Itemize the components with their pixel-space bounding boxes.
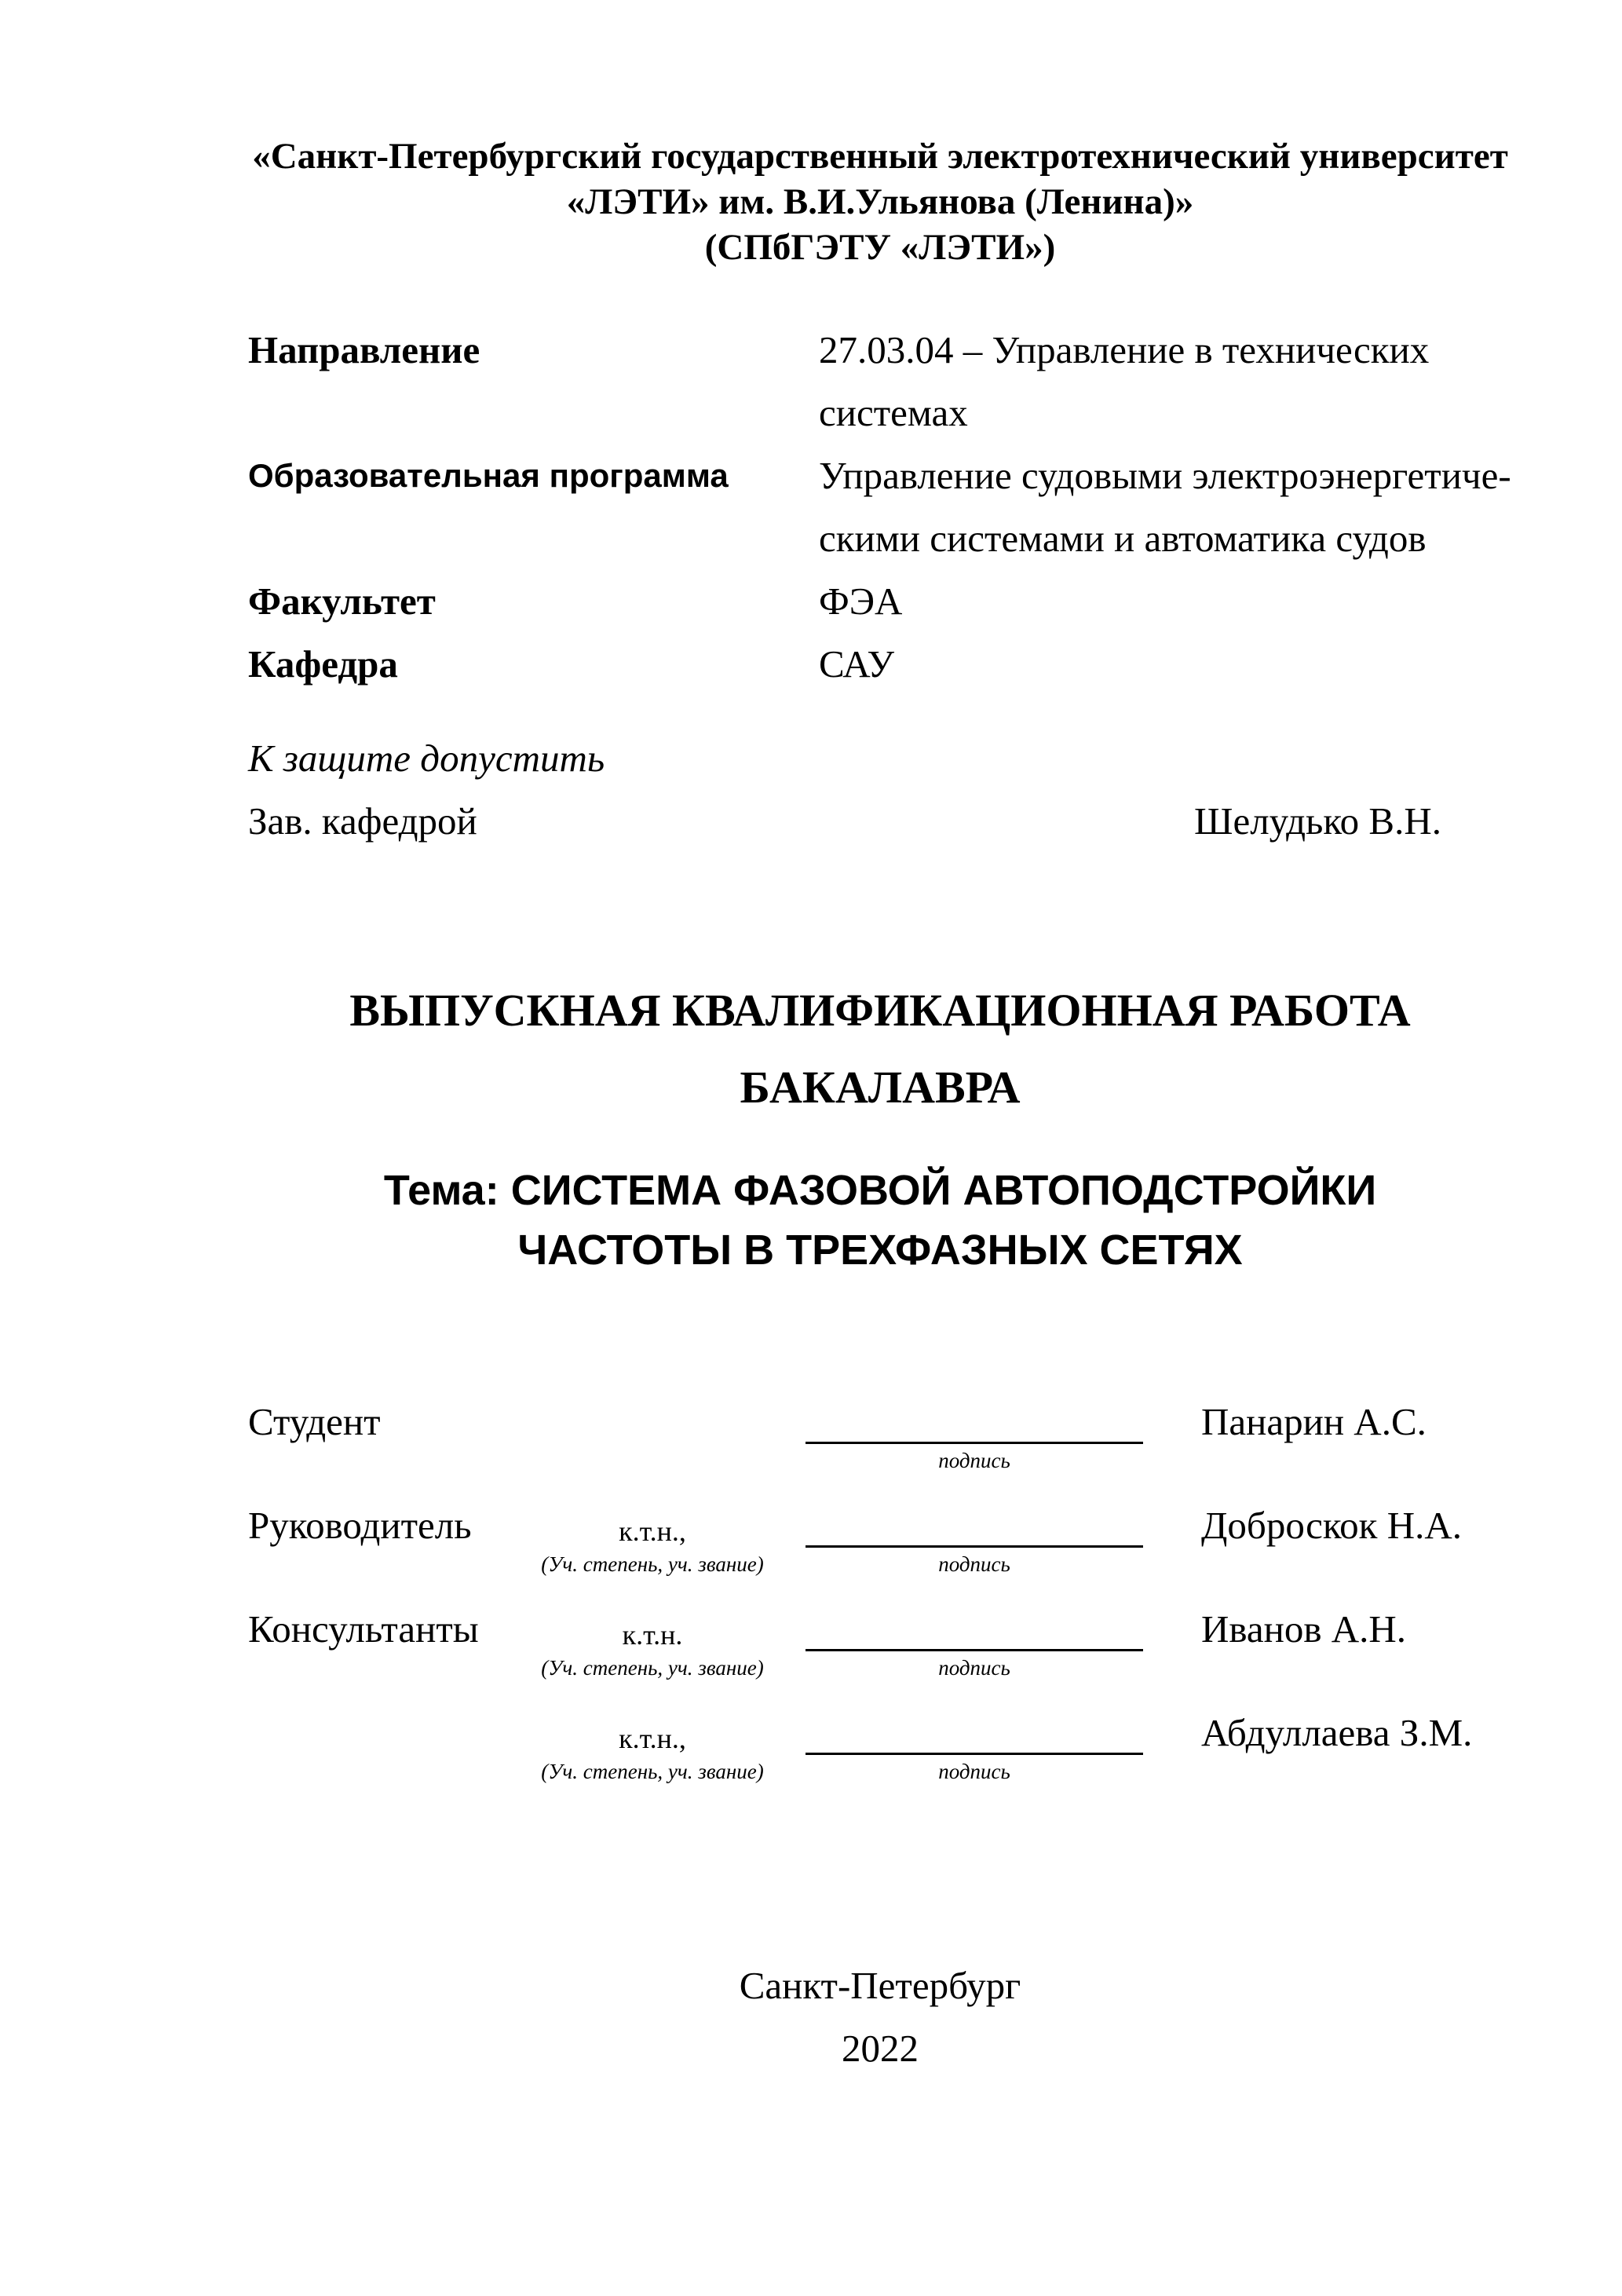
person-name: Доброскок Н.А. [1201,1504,1462,1547]
field-faculty [248,570,1512,633]
signature-caption: подпись [938,1449,1010,1472]
signature-row-consultant-2 [248,1705,1512,1797]
work-theme-line1: Тема: СИСТЕМА ФАЗОВОЙ АВТОПОДСТРОЙКИ [383,1167,1377,1214]
field-direction [248,319,1512,444]
degree-label: к.т.н. [622,1619,683,1651]
signature-caption: подпись [938,1656,1010,1680]
degree-caption: (Уч. степень, уч. звание) [541,1656,764,1680]
signature-line-column [806,1705,1143,1797]
signature-line-column [806,1497,1143,1590]
admit-to-defense-line: К защите допустить [248,737,605,780]
signature-line [806,1442,1143,1444]
degree-caption: (Уч. степень, уч. звание) [541,1552,764,1576]
signature-degree-column [531,1601,774,1694]
work-theme-line2: ЧАСТОТЫ В ТРЕХФАЗНЫХ СЕТЯХ [517,1227,1243,1274]
signature-name-column [1143,1394,1512,1486]
work-theme [248,1161,1512,1280]
department-value: САУ [819,642,895,686]
signature-degree-column [531,1705,774,1797]
role-label: Студент [248,1400,381,1443]
work-title-line2: БАКАЛАВРА [740,1062,1021,1113]
university-abbreviation: (СПбГЭТУ «ЛЭТИ») [704,227,1056,268]
program-value-line2: скими системами и автоматика судов [819,517,1427,560]
signature-line-column [806,1601,1143,1694]
direction-value [819,319,1512,444]
direction-label: Направление [248,328,480,371]
signature-line [806,1753,1143,1755]
direction-value-line2: системах [819,391,968,434]
signature-degree-column [531,1497,774,1590]
signature-role-column [248,1497,531,1590]
direction-value-line1: 27.03.04 – Управление в технических [819,328,1430,371]
signature-line-column [806,1394,1143,1486]
signature-name-column [1143,1601,1512,1694]
field-department [248,633,1512,696]
department-head-label: Зав. кафедрой [248,799,477,843]
department-head-row [248,790,1512,853]
person-name: Абдуллаева З.М. [1201,1711,1473,1754]
program-value-line1: Управление судовыми электроэнергетиче- [819,454,1511,497]
faculty-value: ФЭА [819,579,903,623]
signature-role-column [248,1394,531,1486]
person-name: Панарин А.С. [1201,1400,1427,1443]
work-title [248,972,1512,1126]
university-name-line2: «ЛЭТИ» им. В.И.Ульянова (Ленина)» [566,181,1194,222]
university-header [248,133,1512,270]
signature-line [806,1545,1143,1548]
footer-year: 2022 [842,2027,919,2070]
work-title-line1: ВЫПУСКНАЯ КВАЛИФИКАЦИОННАЯ РАБОТА [349,985,1411,1036]
signature-row-supervisor [248,1497,1512,1590]
university-name-line1: «Санкт-Петербургский государственный электротехнический университет [252,136,1508,177]
signature-line [806,1649,1143,1651]
degree-caption: (Уч. степень, уч. звание) [541,1760,764,1783]
program-fields [248,319,1512,696]
program-value [819,444,1512,570]
signature-role-column [248,1705,531,1797]
signature-name-column [1143,1705,1512,1797]
role-label: Руководитель [248,1504,472,1547]
program-label: Образовательная программа [248,457,729,494]
footer-city: Санкт-Петербург [739,1964,1021,2007]
degree-label: к.т.н., [619,1515,686,1547]
signature-caption: подпись [938,1760,1010,1783]
department-head-name: Шелудько В.Н. [1194,799,1441,843]
signature-name-column [1143,1497,1512,1590]
degree-label: к.т.н., [619,1723,686,1754]
signature-caption: подпись [938,1552,1010,1576]
role-label: Консультанты [248,1607,479,1651]
department-label: Кафедра [248,642,398,686]
signature-row-student [248,1394,1512,1486]
signature-role-column [248,1601,531,1694]
field-program [248,444,1512,570]
person-name: Иванов А.Н. [1201,1607,1407,1651]
faculty-label: Факультет [248,579,436,623]
signatures-block [248,1394,1512,1797]
approval-block [248,727,1512,853]
signature-row-consultant-1 [248,1601,1512,1694]
footer-block [248,1954,1512,2080]
signature-degree-column [531,1394,774,1486]
